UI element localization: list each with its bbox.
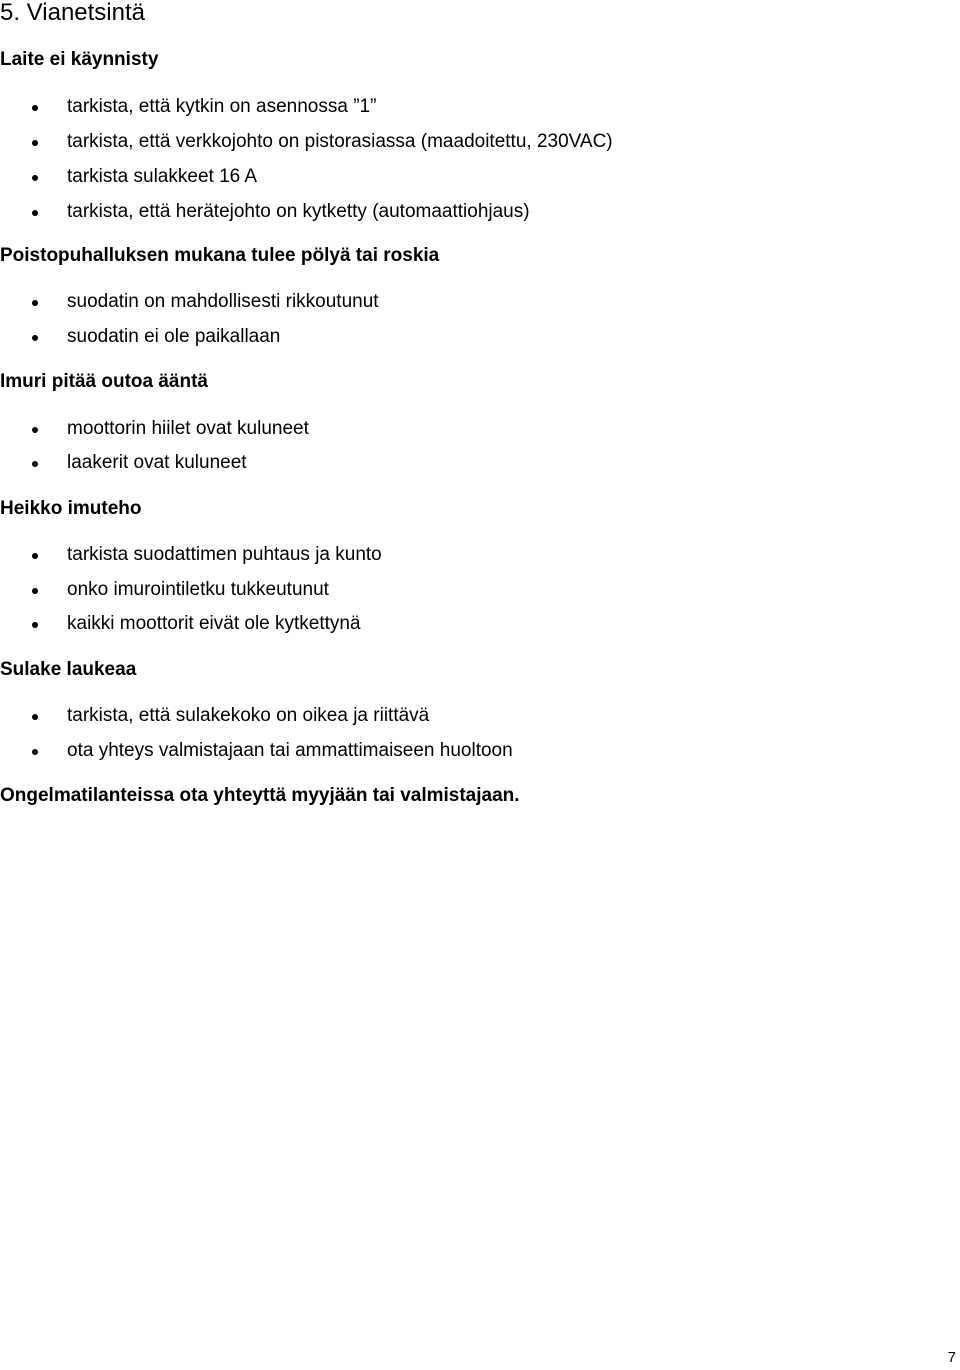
list-item-text: tarkista, että verkkojohto on pistorasiassa (maadoitettu, 230VAC)	[67, 131, 613, 152]
bullet-icon	[32, 175, 38, 181]
bullet-icon	[32, 553, 38, 559]
bullet-icon	[32, 427, 38, 433]
page-title: 5. Vianetsintä	[0, 0, 145, 26]
section-heading: Laite ei käynnisty	[0, 49, 159, 70]
list-item-text: moottorin hiilet ovat kuluneet	[67, 418, 309, 439]
bullet-icon	[32, 140, 38, 146]
bullet-icon	[32, 210, 38, 216]
bullet-icon	[32, 749, 38, 755]
list-item-text: tarkista, että kytkin on asennossa ”1”	[67, 96, 377, 117]
section-heading: Heikko imuteho	[0, 498, 142, 519]
list-item-text: ota yhteys valmistajaan tai ammattimaiseen huoltoon	[67, 740, 513, 761]
list-item-text: tarkista, että herätejohto on kytketty (automaattiohjaus)	[67, 201, 530, 222]
list-item-text: onko imurointiletku tukkeutunut	[67, 579, 329, 600]
bullet-icon	[32, 714, 38, 720]
bullet-icon	[32, 300, 38, 306]
list-item-text: kaikki moottorit eivät ole kytkettynä	[67, 613, 361, 634]
bullet-icon	[32, 461, 38, 467]
list-item-text: tarkista, että sulakekoko on oikea ja riittävä	[67, 705, 430, 726]
list-item-text: suodatin ei ole paikallaan	[67, 326, 281, 347]
page-number: 7	[947, 1349, 956, 1366]
bullet-icon	[32, 335, 38, 341]
section-heading: Sulake laukeaa	[0, 659, 137, 680]
section-heading: Imuri pitää outoa ääntä	[0, 371, 208, 392]
section-heading: Poistopuhalluksen mukana tulee pölyä tai roskia	[0, 245, 440, 266]
list-item-text: laakerit ovat kuluneet	[67, 452, 247, 473]
list-item-text: tarkista sulakkeet 16 A	[67, 166, 258, 187]
bullet-icon	[32, 588, 38, 594]
bullet-icon	[32, 622, 38, 628]
list-item-text: suodatin on mahdollisesti rikkoutunut	[67, 291, 379, 312]
list-item-text: tarkista suodattimen puhtaus ja kunto	[67, 544, 382, 565]
closing-note: Ongelmatilanteissa ota yhteyttä myyjään tai valmistajaan.	[0, 785, 520, 806]
bullet-icon	[32, 105, 38, 111]
